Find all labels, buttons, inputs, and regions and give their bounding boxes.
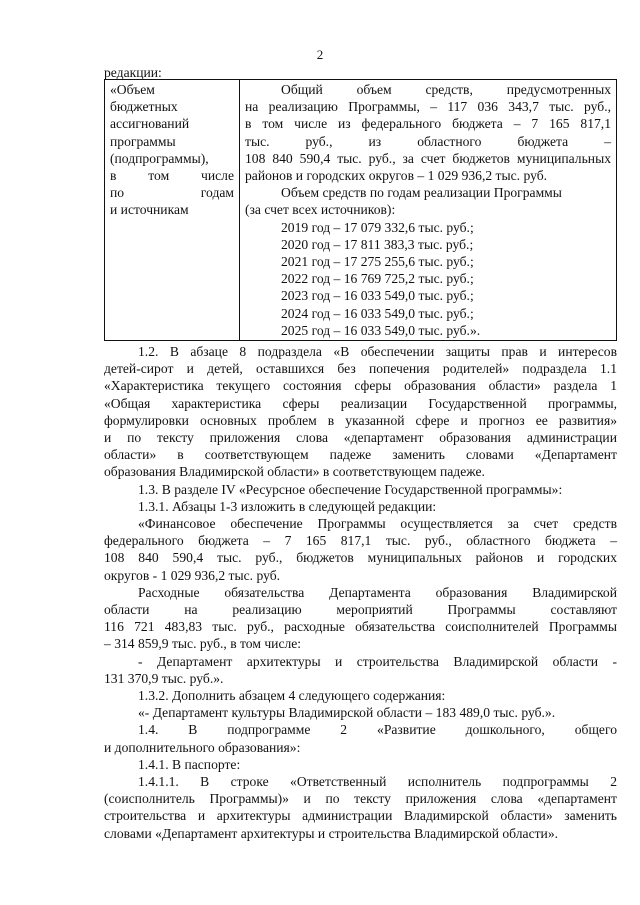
intro-text: редакции: [104, 65, 162, 80]
paragraph-line: - Департамент архитектуры и строительства Владимирской области - [138, 653, 617, 669]
right-line: Общий объем средств, предусмотренных [281, 82, 611, 97]
paragraph-line: 1.4.1.1. В строке «Ответственный исполнитель подпрограммы 2 [138, 774, 617, 790]
paragraph-line: 1.4. В подпрограмме 2 «Развитие дошкольного, общего [138, 722, 617, 738]
left-line: (подпрограммы), [110, 150, 209, 166]
paragraph-line: 1.3. В разделе IV «Ресурсное обеспечение Государственной программы»: [138, 481, 563, 497]
paragraph-line: округов - 1 029 936,2 тыс. руб. [104, 567, 281, 583]
paragraph-line: формулировки основных проблем в указанной сфере и прогноз ее развития» [104, 412, 617, 428]
paragraph-line: и дополнительного образования»: [104, 739, 301, 755]
paragraph-line: «- Департамент культуры Владимирской области – 183 489,0 тыс. руб.». [138, 705, 556, 721]
paragraph-line: 1.3.1. Абзацы 1-3 изложить в следующей редакции: [138, 498, 437, 514]
right-line: 108 840 590,4 тыс. руб., за счет бюджетов муниципальных [245, 150, 611, 166]
paragraph-line: 1.4.1. В паспорте: [138, 756, 241, 772]
left-line: программы [110, 133, 176, 149]
paragraph-line: 1.3.2. Дополнить абзацем 4 следующего содержания: [138, 688, 446, 704]
paragraph-line: «Общая характеристика сферы реализации Государственной программы, [104, 395, 617, 411]
budget-table [104, 79, 617, 341]
paragraph-line: «Финансовое обеспечение Программы осуществляется за счет средств [138, 516, 617, 532]
paragraph-line: строительства и архитектуры администрации Владимирской области» заменить [104, 808, 617, 824]
year-line: 2022 год – 16 769 725,2 тыс. руб.; [281, 271, 474, 287]
paragraph-line: 131 370,9 тыс. руб.». [104, 670, 224, 686]
paragraph-line: 116 721 483,83 тыс. руб., расходные обязательства соисполнителей Программы [104, 619, 617, 635]
right-line: на реализацию Программы, – 117 036 343,7 тыс. руб., [245, 99, 611, 115]
document-body [104, 343, 617, 842]
paragraph-line: 108 840 590,4 тыс. руб., бюджетов муниципальных районов и городских [104, 550, 617, 566]
right-line: Объем средств по годам реализации Программы [281, 185, 562, 201]
left-line: бюджетных [110, 99, 178, 115]
year-line: 2021 год – 17 275 255,6 тыс. руб.; [281, 254, 474, 270]
left-line: и источникам [110, 202, 189, 218]
right-line: районов и городских округов – 1 029 936,2 тыс. руб. [245, 168, 548, 184]
year-line: 2020 год – 17 811 383,3 тыс. руб.; [281, 236, 474, 252]
table-row [105, 80, 617, 341]
right-line: (за счет всех источников): [245, 202, 396, 218]
left-line: в том числе [110, 168, 234, 184]
year-line: 2019 год – 17 079 332,6 тыс. руб.; [281, 219, 474, 235]
paragraph-line: образования Владимирской области» в соответствующем падеже. [104, 464, 485, 480]
year-line: 2024 год – 16 033 549,0 тыс. руб.; [281, 305, 474, 321]
paragraph-line: «Характеристика текущего состояния сферы образования области» раздела 1 [104, 378, 617, 394]
left-line: «Объем [110, 82, 155, 97]
year-line: 2023 год – 16 033 549,0 тыс. руб.; [281, 288, 474, 304]
paragraph-line: Расходные обязательства Департамента образования Владимирской [138, 584, 617, 600]
table-left-cell [105, 80, 240, 341]
paragraph-line: области на реализацию мероприятий Программы составляют [104, 602, 617, 618]
left-line: по годам [110, 185, 234, 201]
paragraph-line: – 314 859,9 тыс. руб., в том числе: [104, 636, 302, 652]
right-line: в том числе из федерального бюджета – 7 165 817,1 [245, 116, 611, 132]
page-number: 2 [316, 47, 324, 62]
right-line: тыс. руб., из областного бюджета – [245, 133, 611, 149]
year-line: 2025 год – 16 033 549,0 тыс. руб.». [281, 322, 481, 338]
paragraph-line: и по тексту приложения слова «департамент образования администрации [104, 430, 617, 446]
left-line: ассигнований [110, 116, 190, 132]
table-right-cell [240, 80, 617, 341]
paragraph-line: федерального бюджета – 7 165 817,1 тыс. руб., областного бюджета – [104, 533, 617, 549]
paragraph-line: 1.2. В абзаце 8 подраздела «В обеспечении защиты прав и интересов [138, 344, 617, 359]
paragraph-line: словами «Департамент архитектуры и строительства Владимирской области». [104, 825, 559, 841]
paragraph-line: (соисполнитель Программы)» и по тексту приложения слова «департамент [104, 791, 617, 807]
paragraph-line: детей-сирот и детей, оставшихся без попечения родителей» подраздела 1.1 [104, 361, 617, 377]
paragraph-line: области» в соответствующем падеже заменить словами «Департамент [104, 447, 617, 463]
